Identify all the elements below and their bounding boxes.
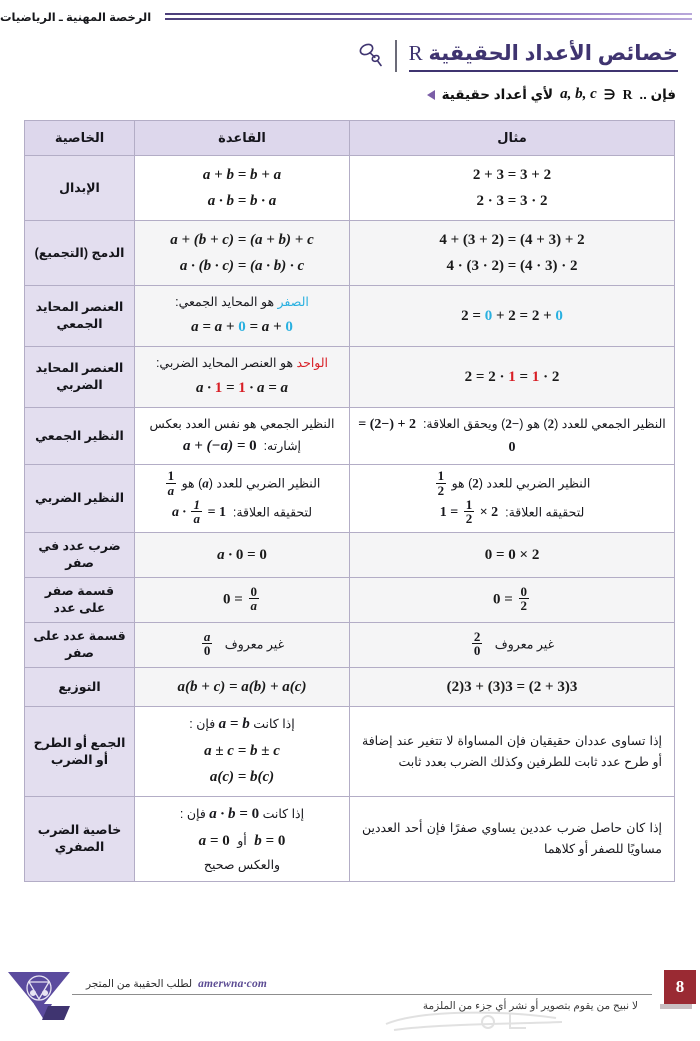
rule-line: إذا كانت a · b = 0 فإن :	[179, 806, 305, 823]
cell-example	[350, 221, 675, 286]
table-row	[25, 577, 675, 622]
cell-rule	[135, 408, 350, 465]
top-band-title: الرخصة المهنية ـ الرياضيات	[0, 12, 152, 24]
rule-line: a ± c = b ± c	[204, 743, 280, 760]
subtitle-member-symbol: ∈	[603, 86, 616, 102]
rule-line: a(b + c) = a(b) + a(c)	[177, 678, 307, 695]
table-row	[25, 623, 675, 668]
cell-property: الدمج (التجميع)	[25, 221, 135, 286]
cell-property: قسمة عدد على صفر	[25, 623, 135, 668]
cell-rule	[135, 286, 350, 347]
cell-example	[350, 286, 675, 347]
example-line: 2 × 0 = 0	[484, 546, 540, 563]
cell-property: الإبدال	[25, 156, 135, 221]
column-header-rule: القاعدة	[135, 121, 350, 156]
example-line: غير معروف $\frac{2}{0}$	[473, 628, 555, 659]
cell-rule	[135, 623, 350, 668]
page-heading	[355, 40, 678, 72]
example-line: 2 + (3 + 4) = (2 + 3) + 4	[439, 232, 585, 248]
example-line: 2 · 3 = 3 · 2	[476, 192, 548, 209]
cell-rule	[135, 156, 350, 221]
subtitle	[427, 86, 676, 103]
subtitle-set-symbol: R	[622, 86, 633, 102]
table-row	[25, 707, 675, 797]
example-line: إذا تساوى عددان حقيقيان فإن المساواة لا تتغير عند إضافة أو طرح عدد ثابت للطرفين وكذلك الضرب بعدد ثابت	[362, 734, 662, 769]
cell-rule	[135, 347, 350, 408]
properties-table	[24, 120, 675, 882]
cell-rule	[135, 465, 350, 533]
rule-line: a · (b · c) = (a · b) · c	[179, 257, 305, 274]
cell-property: العنصر المحايد الضربي	[25, 347, 135, 408]
example-line: إذا كان حاصل ضرب عددين يساوي صفرًا فإن أحد العددين مساويًا للصفر أو كلاهما	[362, 821, 662, 856]
cell-property: قسمة صفر على عدد	[25, 577, 135, 622]
cell-example	[350, 797, 675, 882]
store-url[interactable]: amerwna·com	[198, 978, 268, 990]
rule-line: a · b = b · a	[207, 192, 277, 209]
example-line: $\frac{0}{2}$ = 0	[492, 583, 528, 614]
page-footer	[0, 970, 700, 1038]
rule-line: غير معروف $\frac{a}{0}$	[203, 628, 285, 659]
example-line: النظير الضربي للعدد (2) هو $\frac{1}{2}$	[437, 468, 591, 499]
table-row	[25, 347, 675, 408]
top-band-rule	[165, 13, 692, 22]
rule-line: a + b = b + a	[202, 167, 282, 183]
table-row	[25, 465, 675, 533]
page-title	[409, 40, 678, 71]
column-header-property: الخاصية	[25, 121, 135, 156]
cell-property: النظير الجمعي	[25, 408, 135, 465]
rule-line: النظير الجمعي هو نفس العدد بعكس إشارته: a + (−a) = 0	[149, 416, 335, 455]
page-title-text: خصائص الأعداد الحقيقية	[428, 42, 678, 66]
heading-divider	[395, 40, 397, 72]
table-row	[25, 286, 675, 347]
rule-line: الصفر هو المحايد الجمعي:	[175, 295, 309, 309]
example-line: لتحقيقه العلاقة: 2 × $\frac{1}{2}$ = 1	[439, 496, 585, 527]
table-header-row	[25, 121, 675, 156]
top-band	[0, 0, 700, 34]
fraction-zero-over-two: $\frac{0}{2}$	[520, 583, 528, 614]
cell-rule	[135, 533, 350, 578]
triangle-bullet-icon	[427, 90, 435, 100]
fraction-one-half: $\frac{1}{2}$	[437, 468, 445, 499]
table-row	[25, 797, 675, 882]
subtitle-prefix: لأي أعداد حقيقية	[441, 86, 554, 102]
table-row	[25, 533, 675, 578]
cell-example	[350, 465, 675, 533]
example-line: 2 · (3 · 4) = (2 · 3) · 4	[446, 257, 578, 274]
cell-example	[350, 623, 675, 668]
cell-property: العنصر المحايد الجمعي	[25, 286, 135, 347]
store-link[interactable]	[86, 978, 267, 990]
cell-property: ضرب عدد في صفر	[25, 533, 135, 578]
store-label: لطلب الحقيبة من المتجر	[86, 978, 193, 990]
rule-line: 0 + a = a + 0 = a	[191, 318, 293, 335]
fraction-one-over-a: $\frac{1}{a}$	[167, 468, 175, 499]
cell-property: الجمع أو الطرح أو الضرب	[25, 707, 135, 797]
copyright-disclaimer: لا نبيح من يقوم بتصوير أو نشر أي جزء من الملزمة	[422, 1000, 638, 1012]
subtitle-variables: a, b, c	[560, 86, 597, 102]
table-row	[25, 156, 675, 221]
rule-highlight: الواحد	[296, 356, 329, 371]
fraction-a-over-zero: $\frac{a}{0}$	[203, 628, 211, 659]
example-line: 2 + 3 = 3 + 2	[472, 167, 552, 183]
rule-line: a · 1 = 1 · a = a	[195, 379, 289, 396]
rule-line: a(c) = b(c)	[209, 768, 275, 785]
fraction-zero-over-a: $\frac{0}{a}$	[250, 583, 258, 614]
footer-divider	[72, 994, 652, 995]
watermark-icon	[380, 1006, 580, 1036]
rule-line: إذا كانت a = b فإن :	[189, 716, 295, 733]
table-row	[25, 667, 675, 707]
cell-property: خاصية الضرب الصفري	[25, 797, 135, 882]
fraction-two-over-zero: $\frac{2}{0}$	[473, 628, 481, 659]
example-line: النظير الجمعي للعدد (2) هو (−2) ويحقق العلاقة: 2 + (−2) = 0	[358, 416, 666, 456]
cell-rule	[135, 707, 350, 797]
page-badge-shadow	[660, 1004, 692, 1009]
cell-example	[350, 577, 675, 622]
pin-icon	[355, 41, 383, 71]
cell-rule	[135, 797, 350, 882]
cell-property: التوزيع	[25, 667, 135, 707]
rule-line: والعكس صحيح	[203, 858, 281, 873]
rule-line: $\frac{0}{a}$ = 0	[222, 583, 258, 614]
page-title-symbol: R	[408, 41, 423, 66]
rule-line: الواحد هو العنصر المحايد الضربي:	[155, 356, 329, 371]
example-line: 0 + 2 = 2 + 0 = 2	[461, 307, 563, 324]
rule-line: a + (b + c) = (a + b) + c	[170, 232, 314, 248]
cell-rule	[135, 667, 350, 707]
cell-example	[350, 347, 675, 408]
rule-line: لتحقيقه العلاقة: a · $\frac{1}{a}$ = 1	[171, 496, 313, 527]
rule-line: a · 0 = 0	[217, 546, 267, 563]
cell-example	[350, 707, 675, 797]
cell-property: النظير الضربي	[25, 465, 135, 533]
rule-line: النظير الضربي للعدد (a) هو $\frac{1}{a}$	[167, 468, 321, 499]
cell-example	[350, 667, 675, 707]
table-row	[25, 408, 675, 465]
example-line: 3(3 + 2) = 3(3) + 3(2)	[446, 678, 578, 695]
table-row	[25, 221, 675, 286]
cell-rule	[135, 221, 350, 286]
page-number-badge: 8	[664, 970, 696, 1004]
rule-highlight: الصفر	[277, 295, 309, 309]
cell-example	[350, 156, 675, 221]
rule-line: b = 0 أو a = 0	[198, 832, 286, 849]
subtitle-suffix: فإن ..	[639, 86, 676, 102]
cell-rule	[135, 577, 350, 622]
example-line: 2 · 1 = 1 · 2 = 2	[464, 368, 560, 385]
column-header-example: مثال	[350, 121, 675, 156]
amerwna-logo-icon	[8, 970, 86, 1028]
cell-example	[350, 408, 675, 465]
cell-example	[350, 533, 675, 578]
